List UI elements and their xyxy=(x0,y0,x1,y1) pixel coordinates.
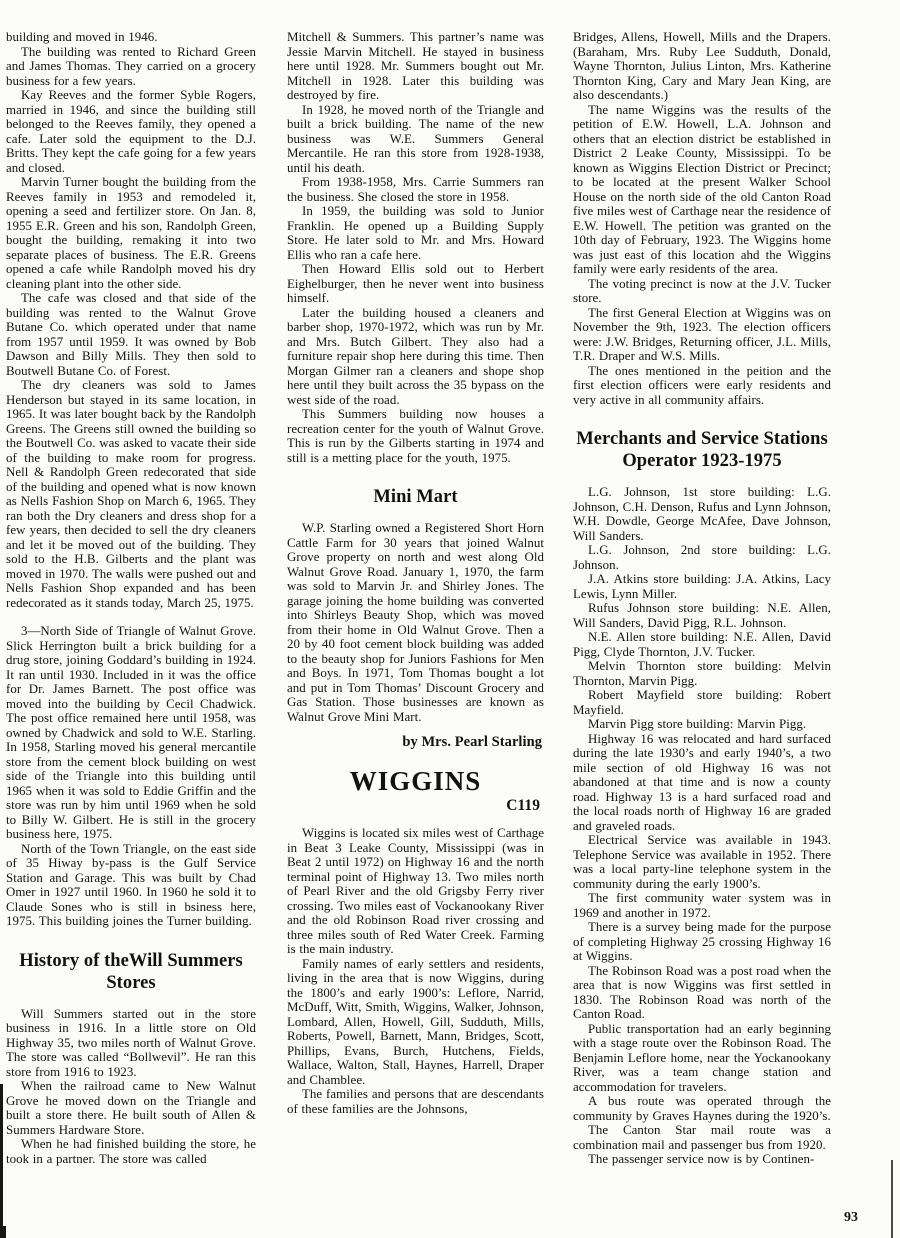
paragraph: The voting precinct is now at the J.V. Tucker store. xyxy=(573,276,831,305)
paragraph: Bridges, Allens, Howell, Mills and the Drapers. (Baraham, Mrs. Ruby Lee Sudduth, Donald, Wayne Thornton, Julius Linton, Mrs. Katherine Thornton King, Cary and Mary Jean King, are also descendants.) xyxy=(573,30,831,102)
paragraph: The ones mentioned in the peition and the first election officers were early residents and very active in all community affairs. xyxy=(573,363,831,407)
scan-artifact-left-corner xyxy=(0,1226,6,1238)
column-3 xyxy=(573,30,831,1167)
paragraph: When he had finished building the store, he took in a partner. The store was called xyxy=(6,1137,256,1166)
heading-line: Operator 1923-1975 xyxy=(622,451,782,471)
paragraph: North of the Town Triangle, on the east side of 35 Hiway by-pass is the Gulf Service Station and Garage. This was built by Chad Omer in 1927 until 1960. In 1960 he sold it to Claude Sones who is still in bsiness here, 1975. This building joines the Turner building. xyxy=(6,841,256,928)
paragraph: The building was rented to Richard Green and James Thomas. They carried on a grocery business for a few years. xyxy=(6,44,256,88)
article-code: C119 xyxy=(506,797,540,814)
column-1 xyxy=(6,30,256,1166)
paragraph: From 1938-1958, Mrs. Carrie Summers ran the business. She closed the store in 1958. xyxy=(287,175,544,204)
paragraph: The first community water system was in 1969 and another in 1972. xyxy=(573,891,831,920)
paragraph: The name Wiggins was the results of the petition of E.W. Howell, L.A. Johnson and others that an election district be established in District 2 Leake County, Mississippi. To be known as Wiggins Election District or Precinct; to be located at the present Walker School House on the north side of the old Canton Road five miles west of Carthage near the residence of E.W. Howell. The petition was granted on the 10th day of February, 1923. The Wiggins home was just east of this location ahd the Wiggins family were early residents of the area. xyxy=(573,102,831,276)
paragraph: The first General Election at Wiggins was on November the 9th, 1923. The election officers were: J.W. Bridges, Returning officer, J.L. Mills, T.R. Draper and W.S. Mills. xyxy=(573,305,831,363)
paragraph: Public transportation had an early beginning with a stage route over the Robinson Road. The Benjamin Leflore home, near the Yockanookany River, was a team change station and accommodation for travelers. xyxy=(573,1021,831,1094)
heading-line: Stores xyxy=(106,972,156,993)
paragraph: Mitchell & Summers. This partner’s name was Jessie Marvin Mitchell. He stayed in business here until 1928. Mr. Summers bought out Mr. Mitchell in 1928. Later this building was destroyed by fire. xyxy=(287,30,544,102)
paragraph: Rufus Johnson store building: N.E. Allen, Will Sanders, David Pigg, R.L. Johnson. xyxy=(573,601,831,630)
paragraph: Marvin Pigg store building: Marvin Pigg. xyxy=(588,717,807,731)
paragraph: 3—North Side of Triangle of Walnut Grove. Slick Herrington built a brick building for a drug store, joining Goddard’s building in 1924. It ran until 1930. Included in it was the office for Dr. James Barnett. The post office was moved into the building by Cecil Chadwick. The post office remained here until 1958, was owned by Chadwick and sold to W.E. Starling. In 1958, Starling moved his general mercantile store from the cement block building on west side of the Triangle into this building until 1965 when it was sold to Eddie Griffin and the store was run by him until 1969 when he sold to Billy W. Gilbert. He is still in the grocery business here, 1975. xyxy=(6,624,256,841)
page-number: 93 xyxy=(844,1210,858,1225)
scan-artifact-left-edge xyxy=(0,1084,3,1238)
column-2 xyxy=(287,30,544,1116)
paragraph: Later the building housed a cleaners and barber shop, 1970-1972, which was run by Mr. and Mrs. Butch Gilbert. They also had a furniture repair shop here during this time. Then Morgan Gilmer ran a cleaners and shope shop here until they built across the 35 bypass on the west side of the road. xyxy=(287,305,544,407)
paragraph: L.G. Johnson, 1st store building: L.G. Johnson, C.H. Denson, Rufus and Lynn Johnson, W.H. Dowdle, George McAfee, Dave Johnson, Will Sanders. xyxy=(573,485,831,543)
section-heading xyxy=(287,486,544,508)
paragraph: J.A. Atkins store building: J.A. Atkins, Lacy Lewis, Lynn Miller. xyxy=(573,572,831,601)
paragraph: The Canton Star mail route was a combination mail and passenger bus from 1920. xyxy=(573,1123,831,1152)
paragraph: In 1959, the building was sold to Junior Franklin. He opened up a Building Supply Store. He later sold to Mr. and Mrs. Howard Ellis who ran a cafe here. xyxy=(287,204,544,262)
paragraph: Melvin Thornton store building: Melvin Thornton, Marvin Pigg. xyxy=(573,659,831,688)
heading-line: Merchants and Service Stations xyxy=(576,429,828,449)
paragraph: In 1928, he moved north of the Triangle and built a brick building. The name of the new business was W.E. Summers General Mercantile. He ran this store from 1928-1938, until his death. xyxy=(287,102,544,175)
paragraph: The families and persons that are descendants of these families are the Johnsons, xyxy=(287,1087,544,1116)
heading-line: History of theWill Summers xyxy=(19,950,243,971)
paragraph: N.E. Allen store building: N.E. Allen, David Pigg, Clyde Thornton, J.V. Tucker. xyxy=(573,630,831,659)
article-title: WIGGINS xyxy=(349,766,482,796)
heading-line: Mini Mart xyxy=(373,487,458,507)
paragraph: When the railroad came to New Walnut Grove he moved down on the Triangle and built a store there. He built south of Allen & Summers Hardware Store. xyxy=(6,1079,256,1137)
section-heading xyxy=(6,950,256,994)
scan-artifact-right-edge xyxy=(891,1160,893,1238)
paragraph: Highway 16 was relocated and hard surfaced during the late 1930’s and early 1940’s, a two mile section of old Highway 16 was not abandoned at that time and is now a county road. Highway 13 is a hard surfaced road and the local roads north of Highway 16 are graded and graveled roads. xyxy=(573,731,831,833)
paragraph: L.G. Johnson, 2nd store building: L.G. Johnson. xyxy=(573,543,831,572)
section-heading xyxy=(573,428,831,472)
paragraph: There is a survey being made for the purpose of completing Highway 25 crossing Highway 16 at Wiggins. xyxy=(573,920,831,963)
paragraph: The Robinson Road was a post road when the area that is now Wiggins was first settled in 1830. The Robinson Road was north of the Canton Road. xyxy=(573,963,831,1021)
paragraph: The passenger service now is by Continen- xyxy=(588,1152,815,1166)
paragraph: Marvin Turner bought the building from the Reeves family in 1953 and remodeled it, opening a seed and fertilizer store. On Jan. 8, 1955 E.R. Green and his son, Randolph Green, bought the building, remaking it into two separate places of business. The E.R. Greens opened a cafe while Randolph moved his dry cleaning plant into the other side. xyxy=(6,175,256,291)
paragraph: building and moved in 1946. xyxy=(6,30,158,44)
paragraph: Kay Reeves and the former Syble Rogers, married in 1946, and since the building still belonged to the Reeves family, they opened a cafe. Later sold the equipment to the D.J. Britts. They kept the cafe going for a few years and closed. xyxy=(6,88,256,175)
paragraph: Wiggins is located six miles west of Carthage in Beat 3 Leake County, Mississippi (was in Beat 2 until 1972) on Highway 16 and the north terminal point of Highway 13. Two miles north of Pearl River and the old Grigsby Ferry river crossing. Two miles east of Vockanookany River and the old Robinson Road river crossing and three miles south of Red Water Creek. Farming is the main industry. xyxy=(287,826,544,956)
paragraph: Family names of early settlers and residents, living in the area that is now Wiggins, during the 1800’s and early 1900’s: Leflore, Narrid, McDuff, Witt, Smith, Wiggins, Walker, Johnson, Lombard, Allen, Howell, Gill, Sudduth, Mills, Roberts, Powell, Barnett, Mann, Bridges, Scott, Phillips, Evans, Burch, Hutchens, Fields, Wallace, Walton, Stall, Haynes, Harrell, Draper and Chamblee. xyxy=(287,956,544,1087)
byline: by Mrs. Pearl Starling xyxy=(402,734,542,750)
paragraph: Electrical Service was available in 1943. Telephone Service was available in 1952. There was a local party-line telephone system in the community during the early 1900’s. xyxy=(573,833,831,891)
paragraph: W.P. Starling owned a Registered Short Horn Cattle Farm for 30 years that joined Walnut Grove property on north and west along Old Walnut Grove Road. January 1, 1970, the farm was sold to Marvin Jr. and Shirley Jones. The garage joining the home building was converted into Shirleys Beauty Shop, which was moved from their home in Old Walnut Grove. Then a 20 by 40 foot cement block building was added to the beauty shop for Juniors Fashions for Men and Boys. In 1971, Tom Thomas bought a lot and put in Tom Thomas’ Discount Grocery and Gas Station. Those businesses are known as Walnut Grove Mini Mart. xyxy=(287,521,544,724)
paragraph: Then Howard Ellis sold out to Herbert Eighelburger, then he never went into business himself. xyxy=(287,262,544,305)
paragraph: The cafe was closed and that side of the building was rented to the Walnut Grove Butane Co. which operated under that name from 1957 until 1959. It was owned by Bob Dawson and Billy Mills. They then sold to Boutwell Butane Co. of Forest. xyxy=(6,291,256,378)
paragraph: Will Summers started out in the store business in 1916. In a little store on Old Highway 35, two miles north of Walnut Grove. The store was called “Bollwevil”. He ran this store from 1916 to 1923. xyxy=(6,1006,256,1079)
paragraph: This Summers building now houses a recreation center for the youth of Walnut Grove. This is run by the Gilberts starting in 1974 and still is a metting place for the youth, 1975. xyxy=(287,407,544,465)
paragraph: The dry cleaners was sold to James Henderson but stayed in its same location, in 1965. It was later bought back by the Randolph Greens. The Greens still owned the building so the Boutwell Co. was asked to vacate their side of the building to make room for progress. Nell & Randolph Green redecorated that side of the building and opened what is now known as Nells Fashion Shop on March 6, 1965. They ran both the Dry cleaners and dress shop for a few years, then decided to sell the dry cleaners and let it be moved out of the building. They sold to the H.B. Gilberts and the plant was moved in 1970. The walls were pushed out and Nells Fashion Shop expanded and has been redecorated as it stands today, March 25, 1975. xyxy=(6,378,257,610)
paragraph: A bus route was operated through the community by Graves Haynes during the 1920’s. xyxy=(573,1094,831,1123)
paragraph: Robert Mayfield store building: Robert Mayfield. xyxy=(573,688,831,717)
